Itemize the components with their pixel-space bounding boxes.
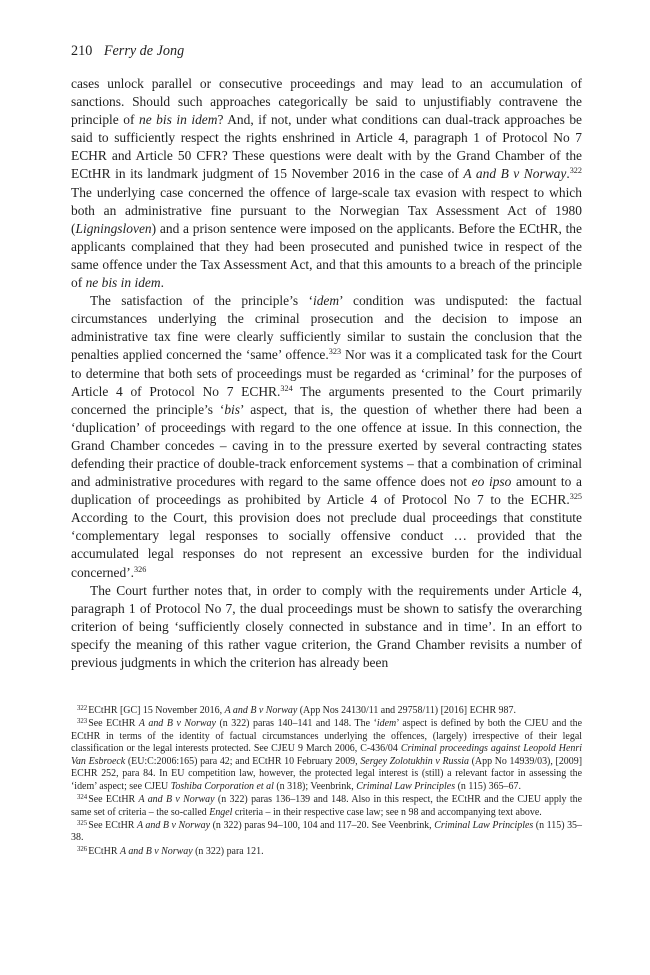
italic-text: Criminal proceedings against Leopold Henri Van Esbroeck	[71, 743, 582, 767]
text-run: ’ aspect, that is, the question of whether there had been a ‘duplication’ of proceedings with regard to the one offence at issue. In this connection, the Grand Chamber concedes – caving in to the pressure exerted by several contracting states defending their practice of double-track enforcement systems – that a combination of criminal and administrative procedures with regard to the same offence does not	[71, 401, 582, 490]
footnotes	[71, 705, 582, 858]
running-head-author: Ferry de Jong	[103, 43, 185, 59]
italic-text: Toshiba Corporation et al	[170, 781, 274, 793]
footnote-number: 325	[77, 819, 88, 827]
text-run: The arguments presented to the Court primarily concerned the principle’s ‘	[71, 383, 582, 417]
text-run: According to the Court, this provision does not preclude dual proceedings that constitute ‘complementary legal responses to socially offensive conduct … provided that the accumulated legal responses do not represent an excessive burden for the individual concerned’.	[71, 510, 582, 580]
text-run: (App No 14939/03), [2009] ECHR 252, para 84. In EU competition law, however, the protected legal interest is (still) a relevant factor in assessing the ‘idem’ aspect; see CJEU	[71, 755, 583, 793]
text-run: ? And, if not, under what conditions can dual-track approaches be said to sufficiently respect the rights enshrined in Article 4, paragraph 1 of Protocol No 7 ECHR and Article 50 CFR? These questions were dealt with by the Grand Chamber of the ECtHR in its landmark judgment of 15 November 2016 in the case of	[71, 112, 583, 182]
italic-text: Criminal Law Principles	[356, 781, 456, 793]
page-number: 210	[71, 43, 93, 59]
text-run: (App Nos 24130/11 and 29758/11) [2016] ECHR 987.	[297, 705, 516, 716]
paragraph	[71, 75, 582, 292]
paragraph	[71, 582, 582, 672]
text-run: See ECtHR	[88, 819, 137, 831]
text-run: The underlying case concerned the offence of large-scale tax evasion with respect to which both an administrative fine pursuant to the Norwegian Tax Assessment Act of 1980 (	[71, 184, 582, 236]
italic-text: idem	[376, 718, 397, 730]
text-run: amount to a duplication of proceedings as prohibited by Article 4 of Protocol No 7 to the ECHR.	[71, 474, 582, 508]
paragraph	[71, 292, 582, 582]
footnote	[71, 718, 582, 794]
footnote-ref: 325	[569, 492, 582, 502]
footnote	[71, 820, 582, 845]
italic-text: bis	[224, 401, 240, 417]
text-run: cases unlock parallel or consecutive proceedings and may lead to an accumulation of sanctions. Should such approaches categorically be said to unjustifiably contravene the principle of	[71, 76, 582, 128]
text-run: (n 322) paras 94–100, 104 and 117–20. See Veenbrink,	[210, 819, 435, 831]
text-run: (n 322) paras 140–141 and 148. The ‘	[215, 718, 377, 730]
italic-text: Sergey Zolotukhin v Russia	[360, 755, 469, 767]
italic-text: Criminal Law Principles	[434, 819, 534, 831]
footnote	[71, 794, 582, 819]
italic-text: eo ipso	[471, 474, 512, 490]
text-run: .	[566, 166, 570, 182]
text-run: See ECtHR	[88, 718, 139, 730]
italic-text: A and B v Norway	[136, 819, 211, 831]
footnote-number: 324	[77, 794, 88, 802]
running-header	[71, 42, 184, 60]
text-run: criteria – in their respective case law; see n 98 and accompanying text above.	[232, 806, 542, 818]
footnote-number: 326	[77, 845, 88, 853]
text-run: (EU:C:2006:165) para 42; and ECtHR 10 February 2009,	[125, 755, 361, 767]
italic-text: A and B v Norway	[463, 166, 567, 182]
italic-text: ne bis in idem	[138, 112, 218, 128]
text-run: (n 318); Veenbrink,	[273, 781, 357, 793]
italic-text: ne bis in idem	[85, 275, 161, 291]
italic-text: idem	[312, 293, 340, 309]
text-run: ECtHR [GC] 15 November 2016,	[88, 705, 225, 716]
footnote	[71, 705, 582, 718]
footnote-number: 322	[77, 705, 88, 712]
text-run: ’ condition was undisputed: the factual circumstances underlying the criminal prosecution and the decision to impose an administrative tax fine were clearly sufficiently similar to sustain the conclusion that the penalties applied concerned the ‘same’ offence.	[71, 293, 582, 363]
text-run: (n 115) 365–67.	[455, 781, 521, 793]
text-run: See ECtHR	[88, 794, 139, 806]
body-text	[71, 75, 582, 672]
text-run: Nor was it a complicated task for the Court to determine that both sets of proceedings must be regarded as ‘criminal’ for the purposes of Article 4 of Protocol No 7 ECHR.	[71, 347, 582, 399]
italic-text: Engel	[209, 806, 233, 818]
text-run: (n 322) para 121.	[192, 845, 264, 857]
italic-text: Ligningsloven	[75, 220, 152, 236]
italic-text: A and B v Norway	[138, 718, 216, 730]
footnote-ref: 322	[569, 166, 582, 176]
text-run: ECtHR	[88, 845, 120, 857]
italic-text: A and B v Norway	[138, 794, 215, 806]
italic-text: A and B v Norway	[119, 845, 193, 857]
text-run: The Court further notes that, in order to comply with the requirements under Article 4, paragraph 1 of Protocol No 7, the dual proceedings must be shown to satisfy the overarching criterion of being ‘sufficiently closely connected in substance and in time’. In an effort to specify the meaning of this rather vague criterion, the Grand Chamber revisits a number of previous judgments in which the criterion has already been	[71, 582, 582, 670]
text-run: (n 322) paras 136–139 and 148. Also in this respect, the ECtHR and the CJEU apply the same set of criteria – the so-called	[71, 794, 582, 818]
text-run: .	[160, 275, 164, 291]
italic-text: A and B v Norway	[224, 705, 298, 716]
footnote-ref: 326	[134, 564, 147, 574]
text-run: ) and a prison sentence were imposed on the applicants. Before the ECtHR, the applicants complained that they had been prosecuted and punished twice in respect of the same offence under the Tax Assessment Act, and that this amounts to a breach of the principle of	[71, 220, 582, 291]
footnote-ref: 324	[280, 383, 293, 393]
footnote-number: 323	[77, 718, 88, 726]
text-run: (n 115) 35–38.	[71, 819, 582, 844]
text-run: The satisfaction of the principle’s ‘	[90, 293, 313, 309]
footnote-ref: 323	[328, 347, 342, 357]
text-run: ’ aspect is defined by both the CJEU and the ECtHR in terms of the identity of factual circumstances underlying the offences, (largely) irrespective of their legal classification or the legal interests protected. See CJEU 9 March 2006, C-436/04	[71, 718, 582, 755]
footnote	[71, 846, 582, 859]
